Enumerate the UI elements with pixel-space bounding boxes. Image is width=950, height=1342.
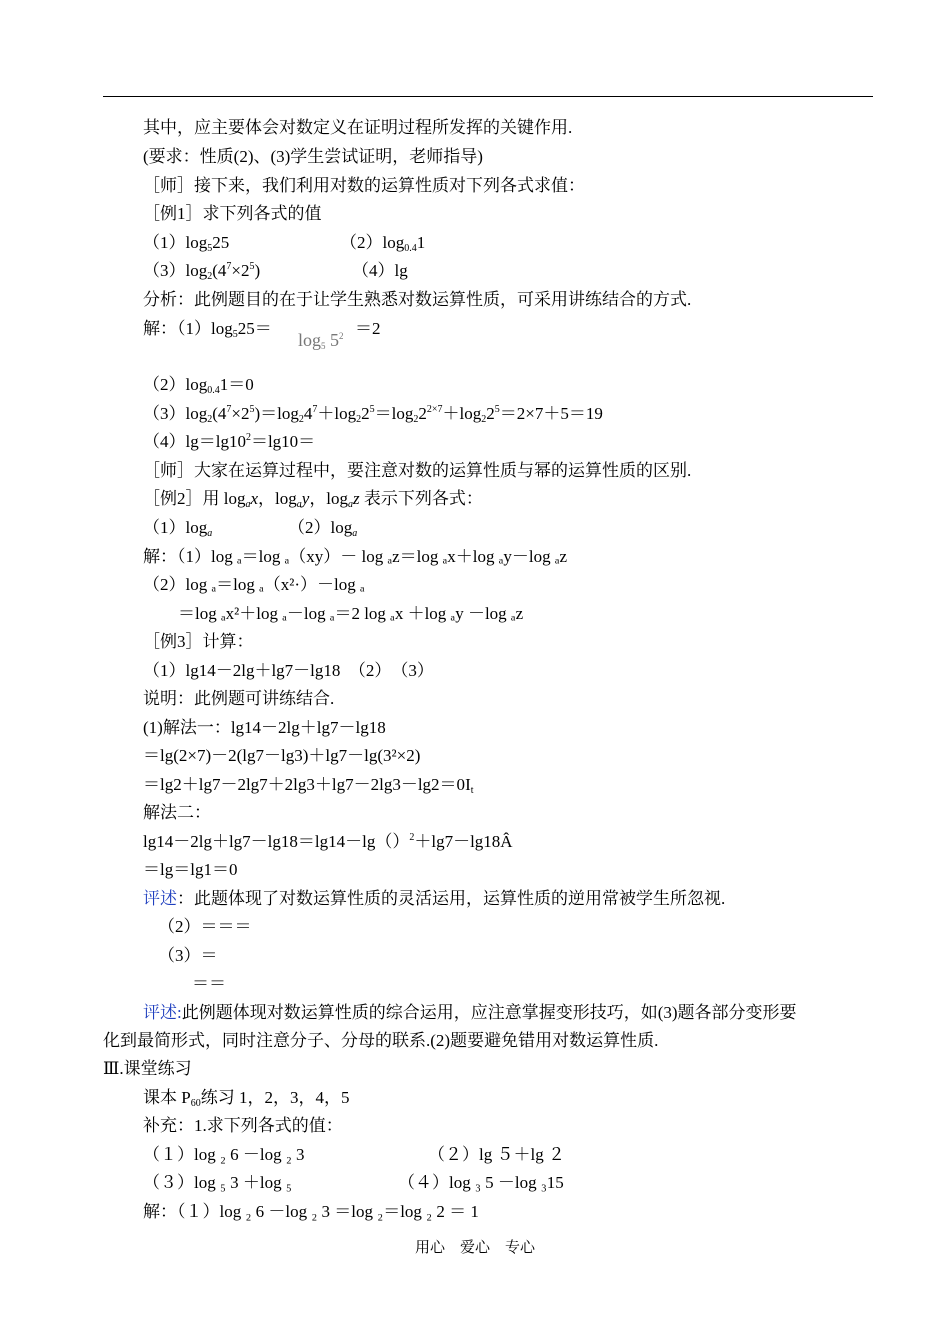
text-line: 分析：此例题目的在于让学生熟悉对数运算性质，可采用讲练结合的方式.	[143, 290, 692, 309]
text-line: （１）log ₂ 6 －log ₂ 3	[143, 1145, 305, 1164]
text-line: （3）＝	[158, 946, 218, 965]
text-line: 补充：1.求下列各式的值：	[143, 1116, 343, 1135]
text-line: 解：（１）log ₂ 6 －log ₂ 3 ＝log ₂＝log ₂ 2 ＝ 1	[143, 1202, 479, 1221]
text-line: (1)解法一：lg14－2lg＋lg7－lg18	[143, 718, 386, 737]
text-line: （2）log ₐ＝log ₐ（x²·）－log ₐ	[143, 575, 365, 594]
text-line: 课本 $P_{60}$练习 1，2，3，4，5	[143, 1088, 350, 1109]
text-line: （1）lg14－2lg＋lg7－lg18 （2） （3）	[143, 661, 434, 680]
text-line: （２）lg ５＋lg ２	[428, 1145, 565, 1164]
text-line: 其中，应主要体会对数定义在证明过程所发挥的关键作用.	[143, 118, 573, 137]
text-line: ［师］大家在运算过程中，要注意对数的运算性质与幂的运算性质的区别.	[143, 461, 692, 480]
text-line: 解：（1）log ₐ＝log ₐ（xy）－ log ₐz＝log ₐx＋log ₐy－log ₐz	[143, 547, 568, 566]
formula-image: $\log_5 5^2$	[298, 330, 344, 351]
text-line: ［例2］用 $\log_ax$，$\log_ay$，$\log_az$ 表示下列各式：	[143, 489, 483, 510]
text-line: $=\lg 2+\lg 7-2\lg 7+2\lg 3+\lg 7-2\lg 3-\lg 2=0I_t$	[143, 775, 474, 796]
text-line: 评述：此题体现了对数运算性质的灵活运用，运算性质的逆用常被学生所忽视.	[143, 889, 726, 908]
text-line: 评述:此例题体现对数运算性质的综合运用，应注意掌握变形技巧，如(3)题各部分变形要	[143, 1003, 797, 1022]
text-line: $(1)\log_a$	[143, 518, 213, 539]
text-line: ［师］接下来，我们利用对数的运算性质对下列各式求值：	[143, 176, 585, 195]
text-line: $(3)\log_2(4^7\times 2^5)$	[143, 261, 261, 282]
text-line: （2）＝＝＝	[158, 917, 252, 936]
text-line: ［例3］计算：	[143, 632, 254, 651]
page-footer: 用心 爱心 专心	[414, 1240, 535, 1256]
text-line: $(2)\log_{0.4}1=0$	[143, 375, 254, 396]
text-line: （4）lg	[352, 261, 408, 280]
text-line: $(3)\log_2(4^7\times 2^5)=\log_24^7+\log_22^5=\log_22^{2\times 7}+\log_22^5=2\times 7+5=19$	[143, 404, 603, 425]
text-line: $(2)\log_a$	[288, 518, 358, 539]
text-line: ［例1］求下列各式的值	[143, 204, 322, 223]
text-line: ＝lg(2×7)－2(lg7－lg3)＋lg7－lg(3²×2)	[143, 746, 421, 765]
text-line: $(4)\lg=\lg 10^2=\lg 10=$	[143, 432, 316, 451]
comment-label: 评述:	[143, 1003, 182, 1022]
text-line: (要求：性质(2)、(3)学生尝试证明，老师指导)	[143, 147, 483, 166]
text-line: $(2)\log_{0.4}1$	[340, 233, 426, 254]
text-line: 化到最简形式，同时注意分子、分母的联系.(2)题要避免错用对数运算性质.	[103, 1031, 659, 1050]
text-line: 解：$(1)\log_525=$	[143, 319, 272, 340]
text-line: ＝log ₐx²＋log ₐ－log ₐ＝2 log ₐx ＋log ₐy －log ₐz	[178, 604, 524, 623]
comment-label: 评述	[143, 889, 177, 908]
text-line: （４）log ₃ 5 －log ₃15	[398, 1173, 564, 1192]
text-line: lg14－2lg＋lg7－lg18＝lg14－lg（）$^2$＋lg7－lg18Â	[143, 832, 513, 851]
text-line: $(1)\log_525$	[143, 233, 230, 254]
text-line: ＝＝	[192, 974, 226, 993]
section-heading: Ⅲ.课堂练习	[103, 1059, 192, 1078]
text-line: 解法二：	[143, 803, 211, 822]
text-line: （３）log ₅ 3 ＋log ₅	[143, 1173, 292, 1192]
text-line: 说明：此例题可讲练结合.	[143, 689, 335, 708]
text-line: ＝lg＝lg1＝0	[143, 860, 238, 879]
header-rule	[103, 96, 873, 97]
text-line: ＝2	[355, 319, 381, 338]
